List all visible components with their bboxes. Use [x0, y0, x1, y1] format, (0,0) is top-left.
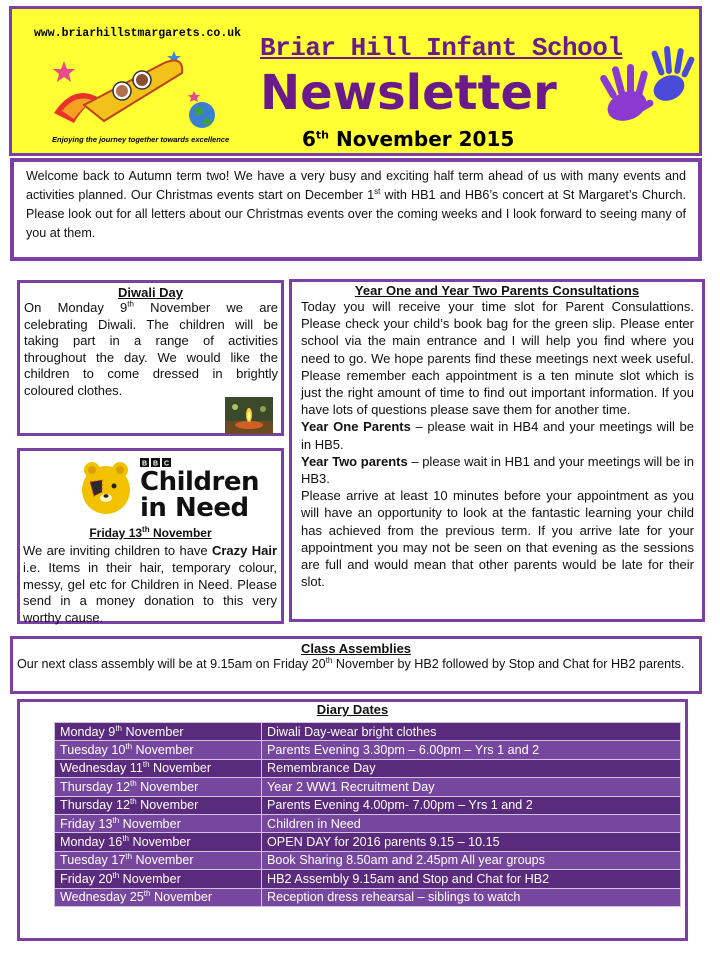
- diary-row: [55, 851, 681, 869]
- intro-box: [10, 158, 702, 261]
- diwali-box: [17, 280, 284, 436]
- diary-event: Diwali Day-wear bright clothes: [262, 723, 681, 741]
- consultations-heading: Year One and Year Two Parents Consultations: [354, 283, 640, 298]
- diary-row: [55, 833, 681, 851]
- diwali-text: On Monday 9th November we are celebrating Diwali. The children will be taking part in a range of activities throughout the day. We would like the children to come dressed in brightly coloured clothes.: [24, 299, 278, 398]
- children-in-need-logo-text: Children in Need: [140, 467, 259, 523]
- page-title: Newsletter: [260, 65, 557, 121]
- school-tagline: Enjoying the journey together towards excellence: [52, 135, 230, 144]
- diary-table: [54, 722, 681, 907]
- diary-row: [55, 814, 681, 832]
- diary-date: Tuesday 10th November: [55, 741, 262, 759]
- diary-row: [55, 741, 681, 759]
- children-in-need-heading: Friday 13th November: [89, 525, 212, 540]
- school-name: Briar Hill Infant School: [260, 33, 623, 63]
- year-one-info: Year One Parents – please wait in HB4 and your meetings will be in HB5.: [301, 419, 694, 452]
- handprint-icon: [597, 44, 697, 134]
- consultations-box: [289, 279, 705, 622]
- school-logo-rocket-icon: [44, 43, 224, 135]
- diwali-heading: Diwali Day: [117, 285, 184, 300]
- diary-row: [55, 888, 681, 906]
- website-link[interactable]: www.briarhillstmargarets.co.uk: [34, 27, 242, 40]
- issue-date: 6th November 2015: [302, 127, 515, 151]
- diary-event: Parents Evening 3.30pm – 6.00pm – Yrs 1 and 2: [262, 741, 681, 759]
- diary-event: Book Sharing 8.50am and 2.45pm All year groups: [262, 851, 681, 869]
- arrival-info: Please arrive at least 10 minutes before your appointment as you will have an opportunity to look at the fantastic learning your child has achieved from the previous term. If you arrive late for your appointment you may not be seen on that evening as the sessions are full and would mean that other parents would be late for their slot.: [301, 488, 694, 590]
- consultations-intro-text: Today you will receive your time slot for Parent Consulattions. Please check your child’s book bag for the green slip. Please enter school via the main entrance and I will help you find where you need to go. We hope parents find these meetings next week useful. Please remember each appointment is a ten minute slot which is just the right amount of time to find out important information. If you have lots of questions please save them for another time.: [301, 299, 694, 418]
- diary-row: [55, 796, 681, 814]
- svg-text:B: B: [141, 460, 148, 468]
- diwali-lamp-image: [225, 397, 273, 434]
- year-two-info: Year Two parents – please wait in HB1 and your meetings will be in HB3.: [301, 453, 695, 487]
- diary-event: Parents Evening 4.00pm- 7.00pm – Yrs 1 and 2: [262, 796, 681, 814]
- diary-row: [55, 778, 681, 796]
- diary-event: Remembrance Day: [262, 759, 681, 777]
- svg-text:B: B: [152, 460, 159, 468]
- class-assemblies-box: [10, 636, 702, 694]
- diary-date: Thursday 12th November: [55, 778, 262, 796]
- diary-event: Year 2 WW1 Recruitment Day: [262, 778, 681, 796]
- diary-heading: Diary Dates: [316, 702, 389, 717]
- diary-dates-box: [17, 699, 688, 941]
- diary-row: [55, 870, 681, 888]
- newsletter-header: [9, 6, 702, 156]
- diary-date: Tuesday 17th November: [55, 851, 262, 869]
- diary-date: Wednesday 25th November: [55, 888, 262, 906]
- children-in-need-text: We are inviting children to have Crazy Hair i.e. Items in their hair, temporary colour, messy, gel etc for Children in Need. Please send in a money donation to this very worthy cause.: [23, 543, 277, 626]
- diary-date: Monday 16th November: [55, 833, 262, 851]
- assemblies-text: Our next class assembly will be at 9.15am on Friday 20th November by HB2 followed by Stop and Chat for HB2 parents.: [17, 655, 685, 671]
- diary-date: Thursday 12th November: [55, 796, 262, 814]
- diary-event: Reception dress rehearsal – siblings to watch: [262, 888, 681, 906]
- diary-event: OPEN DAY for 2016 parents 9.15 – 10.15: [262, 833, 681, 851]
- diary-row: [55, 759, 681, 777]
- diary-date: Wednesday 11th November: [55, 759, 262, 777]
- diary-event: Children in Need: [262, 814, 681, 832]
- svg-text:C: C: [163, 460, 170, 468]
- children-in-need-box: [17, 448, 284, 624]
- assemblies-heading: Class Assemblies: [300, 641, 412, 656]
- diary-date: Friday 13th November: [55, 814, 262, 832]
- diary-date: Monday 9th November: [55, 723, 262, 741]
- diary-event: HB2 Assembly 9.15am and Stop and Chat for HB2: [262, 870, 681, 888]
- diary-row: [55, 723, 681, 741]
- intro-text: Welcome back to Autumn term two! We have a very busy and exciting half term ahead of us with many events and activities planned. Our Christmas events start on December 1st with HB1 and HB6’s concert at St Margaret’s Church. Please look out for all letters about our Christmas events over the coming weeks and I look forward to seeing many of you at them.: [26, 169, 686, 240]
- diary-date: Friday 20th November: [55, 870, 262, 888]
